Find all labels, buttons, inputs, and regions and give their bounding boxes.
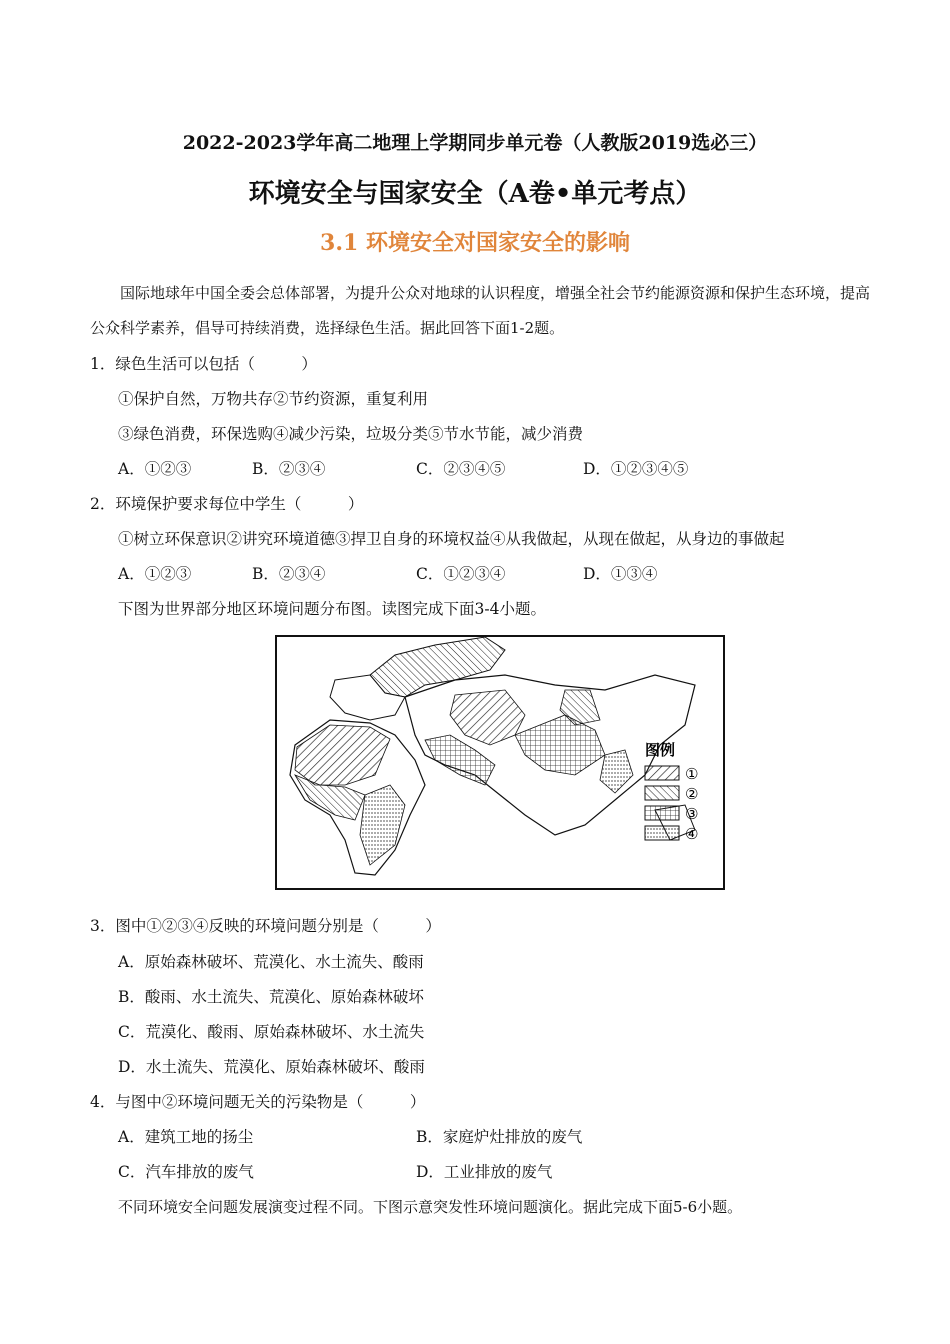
question-3-option-b: B．酸雨、水土流失、荒漠化、原始森林破坏 bbox=[118, 988, 424, 1006]
environment-problem-map bbox=[275, 635, 725, 890]
question-4-option-c: C．汽车排放的废气 bbox=[118, 1163, 254, 1181]
question-3-option-c: C．荒漠化、酸雨、原始森林破坏、水土流失 bbox=[118, 1023, 425, 1041]
question-1-option-c: C．②③④⑤ bbox=[416, 460, 506, 478]
legend-label-2: ② bbox=[685, 785, 699, 803]
legend-swatch-1 bbox=[645, 766, 679, 780]
legend-swatch-3 bbox=[645, 806, 679, 820]
question-2-option-d: D．①③④ bbox=[583, 565, 658, 583]
question-4-option-a: A．建筑工地的扬尘 bbox=[118, 1128, 254, 1146]
question-3-option-d: D．水土流失、荒漠化、原始森林破坏、酸雨 bbox=[118, 1058, 425, 1076]
intro-paragraph-2: 下图为世界部分地区环境问题分布图。读图完成下面3-4小题。 bbox=[118, 600, 546, 618]
section-title: 3.1 环境安全对国家安全的影响 bbox=[320, 230, 630, 256]
question-4-option-b: B．家庭炉灶排放的废气 bbox=[416, 1128, 583, 1146]
intro-paragraph-3: 不同环境安全问题发展演变过程不同。下图示意突发性环境问题演化。据此完成下面5-6小题。 bbox=[118, 1198, 743, 1216]
intro-paragraph-1: 国际地球年中国全委会总体部署，为提升公众对地球的认识程度，增强全社会节约能源资源和保护生态环境，提高公众科学素养，倡导可持续消费，选择绿色生活。据此回答下面1-2题。 bbox=[90, 284, 871, 337]
legend-swatch-4 bbox=[645, 826, 679, 840]
exam-series-title: 2022-2023学年高二地理上学期同步单元卷（人教版2019选必三） bbox=[182, 132, 768, 154]
question-2-option-a: A．①②③ bbox=[118, 565, 192, 583]
question-2-item-1: ①树立环保意识②讲究环境道德③捍卫自身的环境权益④从我做起，从现在做起，从身边的事做起 bbox=[118, 530, 785, 548]
question-1-option-a: A．①②③ bbox=[118, 460, 192, 478]
question-4-option-d: D．工业排放的废气 bbox=[416, 1163, 553, 1181]
question-1-stem: 1．绿色生活可以包括（ ） bbox=[90, 355, 317, 373]
legend-label-4: ④ bbox=[685, 825, 699, 843]
question-4-stem: 4．与图中②环境问题无关的污染物是（ ） bbox=[90, 1093, 426, 1111]
unit-title: 环境安全与国家安全（A卷•单元考点） bbox=[248, 179, 702, 209]
question-3-stem: 3．图中①②③④反映的环境问题分别是（ ） bbox=[90, 917, 441, 935]
question-2-option-b: B．②③④ bbox=[252, 565, 326, 583]
question-1-option-d: D．①②③④⑤ bbox=[583, 460, 689, 478]
question-1-item-1: ①保护自然，万物共存②节约资源，重复利用 bbox=[118, 390, 429, 408]
legend-swatch-2 bbox=[645, 786, 679, 800]
question-2-stem: 2．环境保护要求每位中学生（ ） bbox=[90, 495, 364, 513]
map-legend-title: 图例 bbox=[645, 741, 676, 759]
question-1-option-b: B．②③④ bbox=[252, 460, 326, 478]
question-2-option-c: C．①②③④ bbox=[416, 565, 506, 583]
question-3-option-a: A．原始森林破坏、荒漠化、水土流失、酸雨 bbox=[118, 953, 424, 971]
question-1-item-2: ③绿色消费，环保选购④减少污染，垃圾分类⑤节水节能，减少消费 bbox=[118, 425, 584, 443]
legend-label-1: ① bbox=[685, 765, 699, 783]
legend-label-3: ③ bbox=[685, 805, 699, 823]
